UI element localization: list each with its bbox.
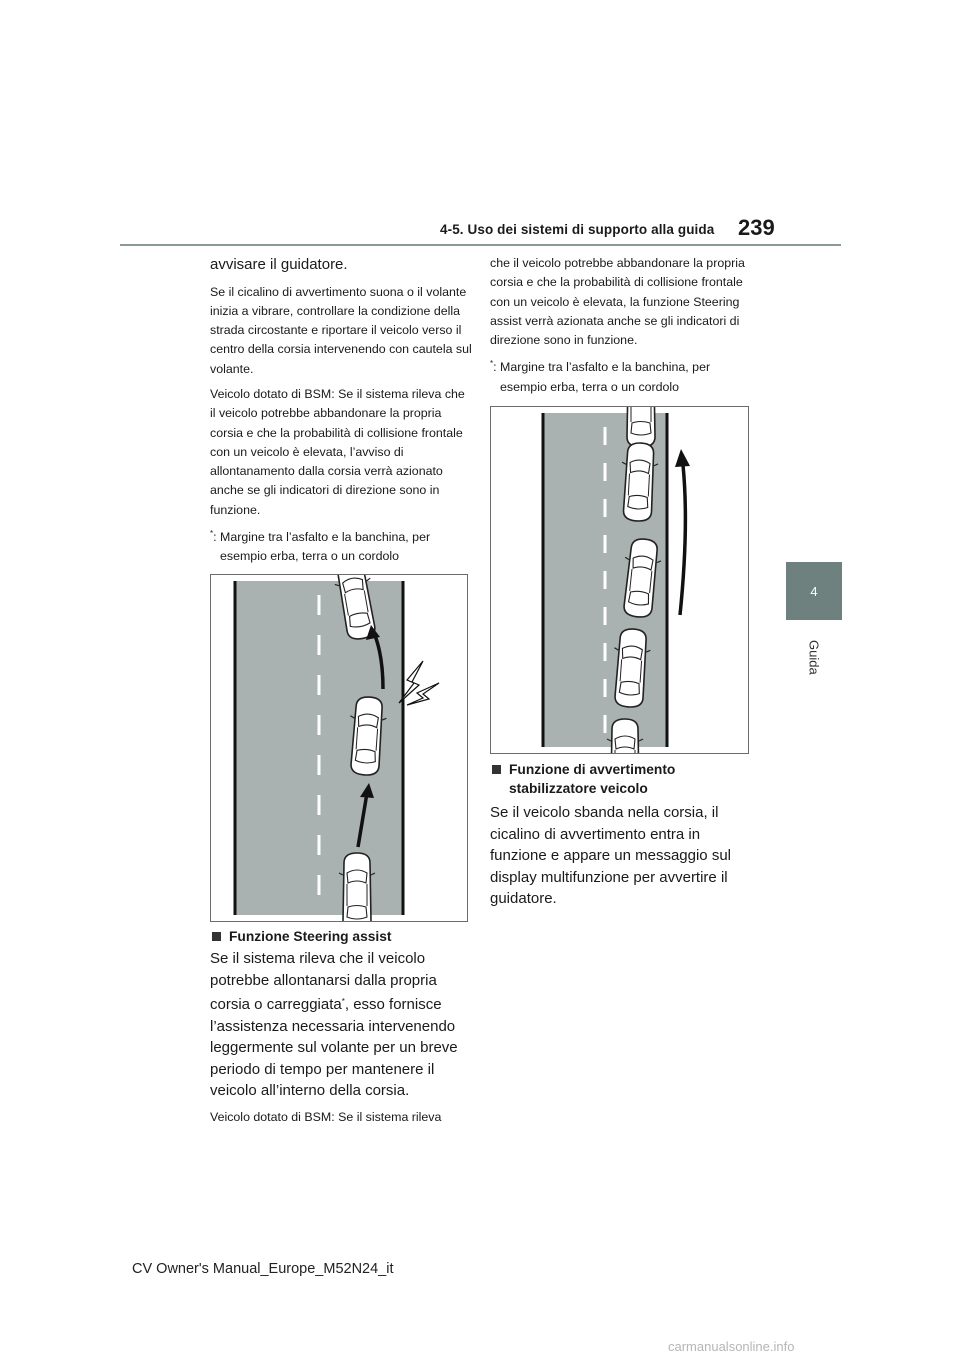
steering-marker: * (341, 997, 345, 1006)
car (607, 719, 643, 753)
footnote (490, 354, 752, 397)
footnote (210, 524, 472, 567)
stabilizer-heading (490, 760, 752, 798)
watermark: carmanualsonline.info (668, 1339, 795, 1354)
steering-assist-illustration (491, 407, 748, 753)
steering-paragraph (210, 948, 472, 1102)
intro-text: avvisare il guidatore. (210, 256, 348, 273)
footnote-text: : Margine tra l’asfalto e la banchina, per esempio erba, terra o un cordolo (493, 360, 711, 394)
lane-departure-illustration (211, 575, 467, 921)
steering-text-2: , esso fornisce l’assistenza necessaria intervenendo leggermente sul volante per un breve periodo di tempo per mantenere il veicolo all’interno della corsia. (210, 996, 458, 1099)
right-column-lower (490, 760, 752, 910)
stabilizer-heading-text: Funzione di avvertimento stabilizzatore veicolo (509, 762, 676, 796)
bsm-text: Veicolo dotato di BSM: Se il sistema rileva (210, 1109, 442, 1124)
car (339, 853, 375, 921)
footnote-marker: * (210, 529, 214, 539)
chapter-tab[interactable] (786, 562, 842, 620)
chapter-number: 4 (810, 583, 818, 599)
bullet-square-icon (492, 765, 501, 774)
steering-heading-text: Funzione Steering assist (229, 929, 392, 944)
arrow (680, 465, 685, 615)
stabilizer-paragraph: Se il veicolo sbanda nella corsia, il cicalino di avvertimento entra in funzione e appare un messaggio sul display multifunzione per avvertire il guidatore. (490, 804, 731, 907)
right-column (490, 254, 752, 397)
section-title: 4-5. Uso dei sistemi di supporto alla guida (440, 222, 715, 237)
paragraph: Se il cicalino di avvertimento suona o il volante inizia a vibrare, controllare la condizione della strada circostante e riportare il veicolo verso il centro della corsia intervenendo con cautela sul volante. (210, 284, 472, 376)
paragraph: Veicolo dotato di BSM: Se il sistema rileva che il veicolo potrebbe abbandonare la propria corsia e che la probabilità di collisione frontale con un veicolo è elevata, l’avviso di allontanamento dalla corsia verrà azionato anche se gli indicatori di direzione sono in funzione. (210, 386, 465, 517)
steering-heading (210, 927, 472, 946)
bullet-square-icon (212, 932, 221, 941)
header-rule (120, 244, 841, 246)
left-column (210, 254, 472, 567)
chapter-label: Guida (806, 640, 822, 675)
steering-text-1: Se il sistema rileva che il veicolo potrebbe allontanarsi dalla propria corsia o carreggiata (210, 950, 437, 1013)
footer: CV Owner's Manual_Europe_M52N24_it (132, 1261, 394, 1277)
footnote-text: : Margine tra l’asfalto e la banchina, per esempio erba, terra o un cordolo (213, 530, 431, 564)
page-number: 239 (738, 215, 775, 240)
lane-departure-figure (210, 574, 468, 922)
continuation-text: che il veicolo potrebbe abbandonare la propria corsia e che la probabilità di collisione frontale con un veicolo è elevata, la funzione Steering assist verrà azionata anche se gli indicatori di direzione sono in funzione. (490, 256, 745, 348)
left-column-lower (210, 927, 472, 1127)
car (623, 407, 659, 447)
footnote-marker: * (490, 359, 494, 369)
steering-assist-figure (490, 406, 749, 754)
